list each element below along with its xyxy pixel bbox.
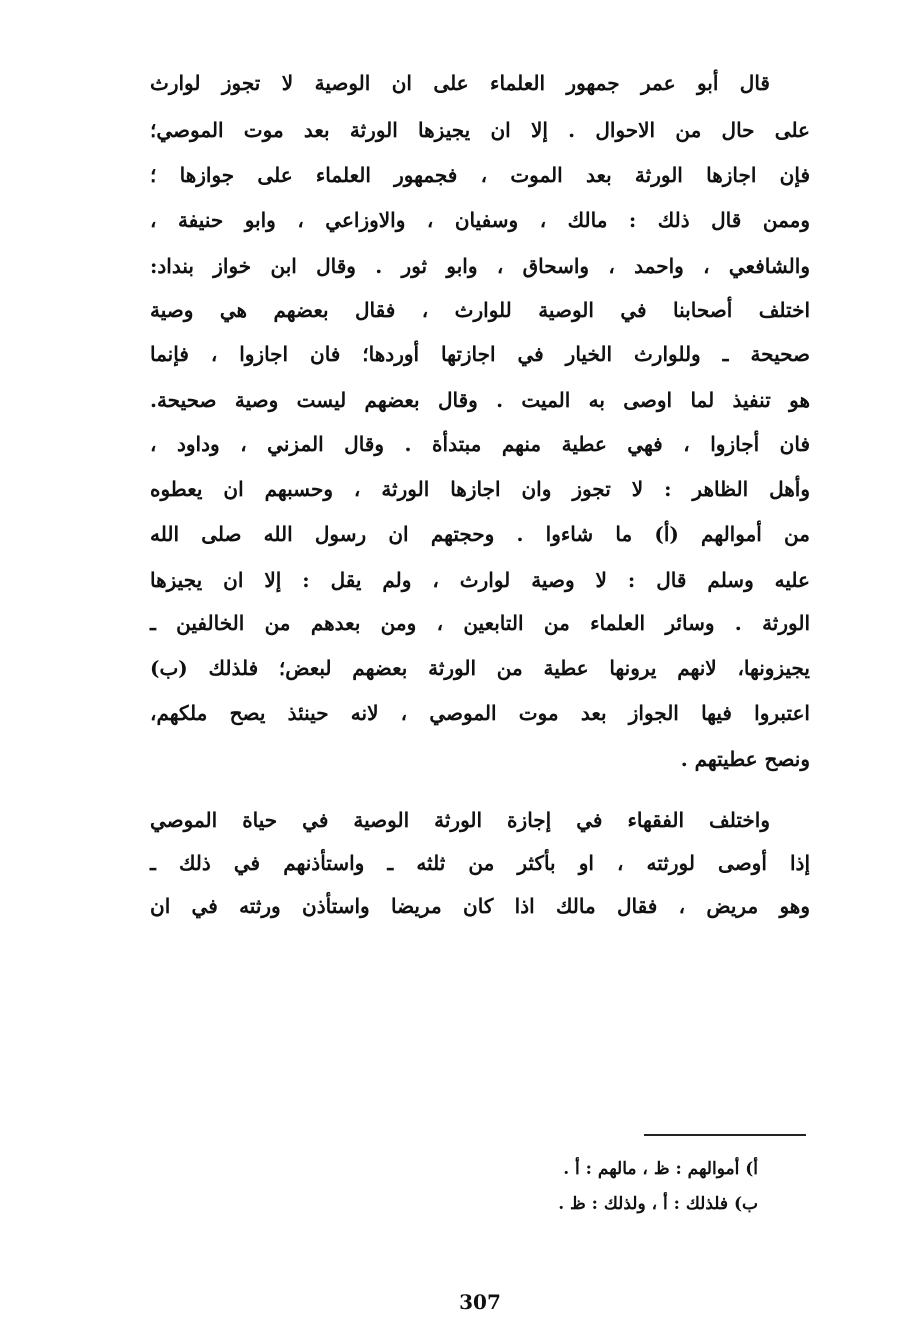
footnote-a: أ) أموالهم : ظ ، مالهم : أ . [563, 1159, 758, 1179]
text-line: على حال من الاحوال . إلا ان يجيزها الورثة بعد موت الموصي؛ [150, 118, 810, 142]
footnote-b: ب) فلذلك : أ ، ولذلك : ظ . [558, 1194, 758, 1214]
text-line: ونصح عطيتهم . [680, 747, 810, 771]
text-line: هو تنفيذ لما اوصى به الميت . وقال بعضهم ليست وصية صحيحة. [150, 388, 810, 412]
text-line: يجيزونها، لانهم يرونها عطية من الورثة بعضهم لبعض؛ فلذلك (ب) [150, 656, 810, 680]
footnote-separator [644, 1134, 806, 1136]
text-line: فإن اجازها الورثة بعد الموت ، فجمهور العلماء على جوازها ؛ [150, 163, 810, 187]
text-line: صحيحة ـ وللوارث الخيار في اجازتها أوردها؛ فان اجازوا ، فإنما [150, 342, 810, 366]
text-line: وهو مريض ، فقال مالك اذا كان مريضا واستأذن ورثته في ان [150, 894, 811, 918]
text-line: فان أجازوا ، فهي عطية منهم مبتدأة . وقال المزني ، وداود ، [150, 432, 810, 456]
text-line: الورثة . وسائر العلماء من التابعين ، ومن بعدهم من الخالفين ـ [150, 611, 810, 635]
text-line: وممن قال ذلك : مالك ، وسفيان ، والاوزاعي ، وابو حنيفة ، [150, 208, 810, 232]
text-line: واختلف الفقهاء في إجازة الورثة الوصية في حياة الموصي [150, 808, 770, 832]
text-line: اعتبروا فيها الجواز بعد موت الموصي ، لانه حينئذ يصح ملكهم، [150, 701, 810, 725]
text-line: قال أبو عمر جمهور العلماء على ان الوصية لا تجوز لوارث [150, 71, 770, 95]
text-line: من أموالهم (أ) ما شاءوا . وحجتهم ان رسول الله صلى الله [150, 522, 810, 546]
page-number: 307 [459, 1290, 501, 1314]
text-line: عليه وسلم قال : لا وصية لوارث ، ولم يقل : إلا ان يجيزها [150, 568, 810, 592]
text-line: وأهل الظاهر : لا تجوز وان اجازها الورثة ، وحسبهم ان يعطوه [150, 477, 810, 501]
text-line: اختلف أصحابنا في الوصية للوارث ، فقال بعضهم هي وصية [150, 298, 810, 322]
text-line: إذا أوصى لورثته ، او بأكثر من ثلثه ـ واستأذنهم في ذلك ـ [150, 851, 810, 875]
text-line: والشافعي ، واحمد ، واسحاق ، وابو ثور . وقال ابن خواز بنداد: [150, 254, 810, 278]
